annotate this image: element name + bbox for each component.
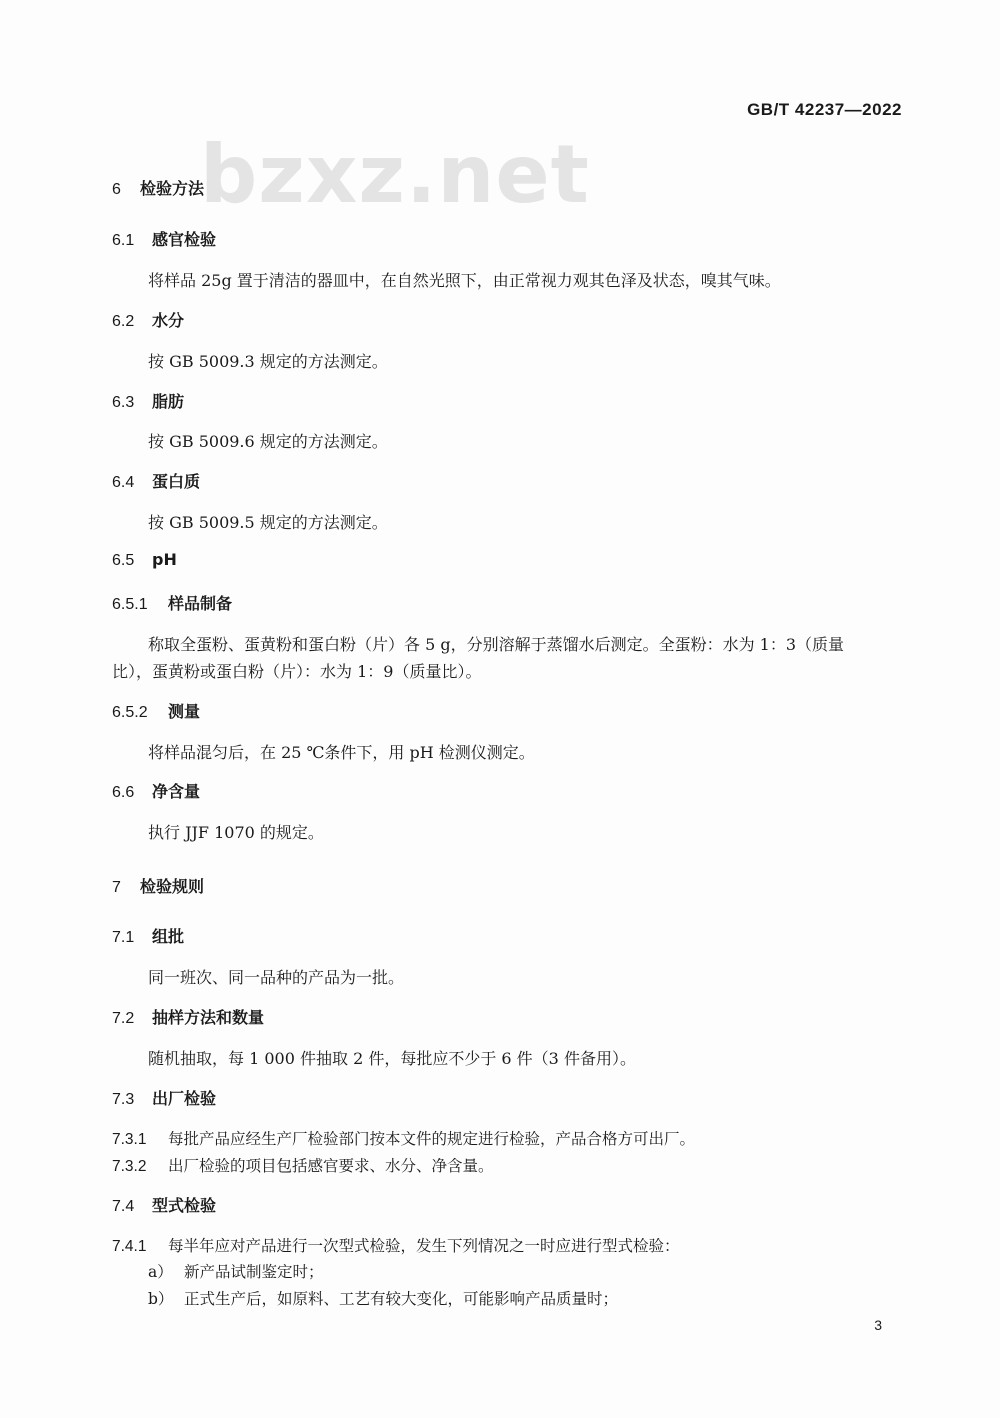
section-heading-6: 6 检验方法: [112, 179, 205, 198]
section-heading-6-3: 6.3 脂肪: [112, 392, 185, 411]
section-text-6-2: 按 GB 5009.3 规定的方法测定。: [148, 352, 388, 371]
section-text-6-5-1-line1: 称取全蛋粉、蛋黄粉和蛋白粉（片）各 5 g，分别溶解于蒸馏水后测定。全蛋粉：水为 1：3（质量: [148, 635, 845, 654]
list-item-a: a） 新产品试制鉴定时；: [148, 1263, 324, 1281]
document-code: GB/T 42237—2022: [747, 100, 902, 119]
section-heading-7-3: 7.3 出厂检验: [112, 1089, 217, 1108]
section-text-7-2: 随机抽取，每 1 000 件抽取 2 件，每批应不少于 6 件（3 件备用）。: [148, 1049, 636, 1068]
section-text-7-1: 同一班次、同一品种的产品为一批。: [148, 968, 405, 987]
section-item-7-4-1: 7.4.1 每半年应对产品进行一次型式检验，发生下列情况之一时应进行型式检验：: [112, 1237, 680, 1255]
list-item-b: b） 正式生产后，如原料、工艺有较大变化，可能影响产品质量时；: [148, 1290, 619, 1308]
section-text-6-3: 按 GB 5009.6 规定的方法测定。: [148, 432, 388, 451]
section-text-6-4: 按 GB 5009.5 规定的方法测定。: [148, 513, 388, 532]
section-heading-6-4: 6.4 蛋白质: [112, 472, 201, 491]
section-heading-6-5: 6.5 pH: [112, 550, 177, 569]
section-heading-7-2: 7.2 抽样方法和数量: [112, 1008, 265, 1027]
section-heading-7: 7 检验规则: [112, 877, 205, 896]
section-item-7-3-1: 7.3.1 每批产品应经生产厂检验部门按本文件的规定进行检验，产品合格方可出厂。: [112, 1130, 696, 1148]
section-heading-7-1: 7.1 组批: [112, 927, 185, 946]
section-heading-6-5-2: 6.5.2 测量: [112, 702, 201, 721]
section-text-6-5-1-line2: 比），蛋黄粉或蛋白粉（片）：水为 1：9（质量比）。: [112, 662, 482, 681]
watermark: bzxz.net: [200, 128, 590, 221]
section-heading-6-1: 6.1 感官检验: [112, 230, 217, 249]
section-heading-6-2: 6.2 水分: [112, 311, 185, 330]
section-text-6-5-2: 将样品混匀后，在 25 ℃条件下，用 pH 检测仪测定。: [148, 743, 535, 762]
section-text-6-6: 执行 JJF 1070 的规定。: [148, 823, 324, 842]
section-heading-6-5-1: 6.5.1 样品制备: [112, 594, 233, 613]
section-text-6-1: 将样品 25g 置于清洁的器皿中，在自然光照下，由正常视力观其色泽及状态，嗅其气味。: [148, 271, 781, 290]
section-item-7-3-2: 7.3.2 出厂检验的项目包括感官要求、水分、净含量。: [112, 1157, 494, 1175]
section-heading-7-4: 7.4 型式检验: [112, 1196, 217, 1215]
page-number: 3: [874, 1317, 882, 1333]
section-heading-6-6: 6.6 净含量: [112, 782, 201, 801]
